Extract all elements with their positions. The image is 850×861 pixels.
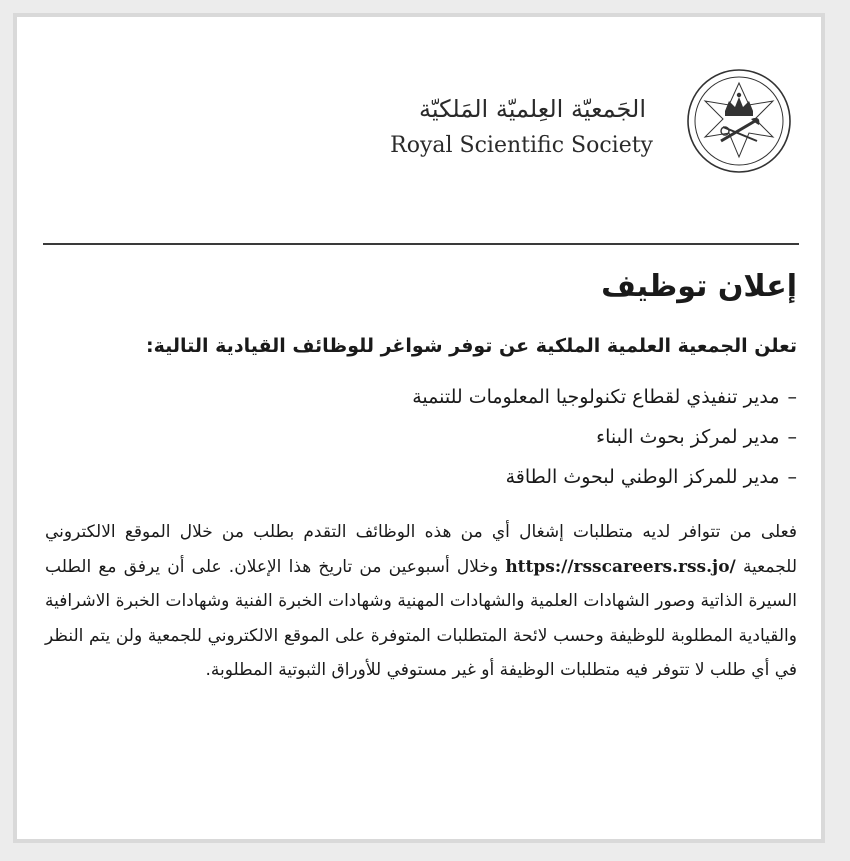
body-paragraph (45, 515, 797, 688)
org-name-english: Royal Scientific Society (390, 133, 653, 158)
bullet-dash: – (787, 386, 797, 408)
bullet-dash: – (787, 426, 797, 448)
body-text-part1: فعلى من تتوافر لديه متطلبات إشغال أي من هذه الوظائف التقدم بطلب من خلال الموقع الالكتروني للجمعية (45, 522, 797, 577)
list-item (45, 377, 797, 417)
list-item (45, 417, 797, 457)
careers-url-link[interactable]: https://rsscareers.rss.jo/ (505, 556, 736, 577)
position-title: مدير للمركز الوطني لبحوث الطاقة (505, 466, 780, 488)
position-title: مدير تنفيذي لقطاع تكنولوجيا المعلومات للتنمية (412, 386, 780, 408)
rss-crown-seal-icon (685, 67, 793, 175)
position-title: مدير لمركز بحوث البناء (596, 426, 780, 448)
page-title: إعلان توظيف (601, 269, 797, 304)
body-text-part2: وخلال أسبوعين من تاريخ هذا الإعلان. على أن يرفق مع الطلب السيرة الذاتية وصور الشهادات العلمية والشهادات المهنية وشهادات الخبرة الفنية وشهادات الخبرة الاشرافية والقيادية المطلوبة للوظيفة وحسب لائحة المتطلبات المتوفرة على الموقع الالكتروني للجمعية ولن يتم النظر في أي طلب لا تتوفر فيه متطلبات الوظيفة أو غير مستوفي للأوراق الثبوتية المطلوبة. (45, 556, 797, 680)
announcement-frame (13, 13, 825, 843)
divider (43, 243, 799, 245)
bullet-dash: – (787, 466, 797, 488)
positions-list (45, 377, 797, 497)
intro-text: تعلن الجمعية العلمية الملكية عن توفر شواغر للوظائف القيادية التالية: (146, 335, 797, 357)
org-name-arabic: الجَمعيّة العِلميّة المَلكيّة (419, 95, 646, 123)
list-item (45, 457, 797, 497)
announcement-content (45, 257, 797, 688)
header (17, 67, 821, 177)
